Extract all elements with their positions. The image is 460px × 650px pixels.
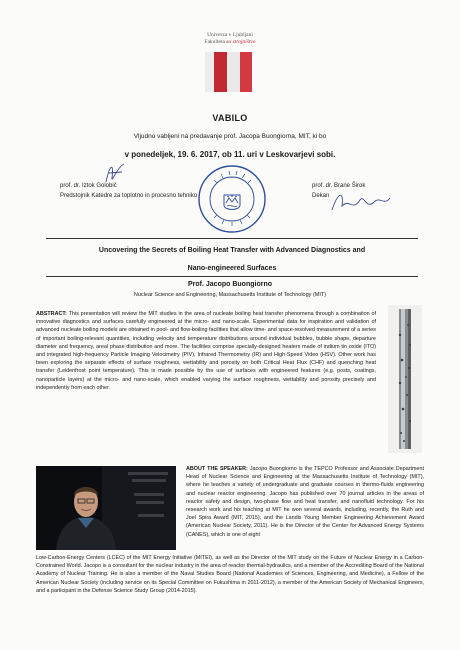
signatory-right-name: prof. dr. Brane Širok <box>312 183 366 189</box>
divider-top <box>46 238 418 239</box>
faculty-name-accent: za strojništvo <box>226 39 256 45</box>
university-logo-text <box>0 32 460 46</box>
about-speaker-continued: Low-Carbon-Energy Centers (LCEC) of the MIT Energy Initiative (MITEI), as well as the Director of the MIT study on the Future of Nuclear Energy in a Carbon-Constrained World. Jacopo is a consultant for the nuclear industry in the area of reactor thermal-hydraulics, and a member of the Accrediting Board of the National Academy of Nuclear Training. He is also a member of the Naval Studies Board (National Academies of Sciences, Engineering, and Medicine), a Fellow of the American Nuclear Society (including service on its Special Committee on Fukushima in 2011-2012), a member of the American Society of Mechanical Engineers, and a participant in the Defense Science Study Group (2014-2015). <box>36 555 424 594</box>
about-speaker-text: Jacopo Buongiorno is the TEPCO Professor and Associate Department Head of Nuclear Science and Engineering at the Massachusetts Institute of Technology (MIT), where he teaches a variety of undergraduate and graduate courses in thermo-fluids engineering and nuclear reactor engineering. Jacopo has published over 70 journal articles in the areas of reactor safety and design, two-phase flow and heat transfer, and nanofluid technology. For his research work and his teaching at MIT he won several awards, including, recently, the Ruth and Joel Spira Award (MIT, 2015), and the Landis Young Member Engineering Achievement Award (American Nuclear Society, 2011). He is the Director of the Center for Advanced Energy Systems (CANES), which is one of eight <box>186 466 424 538</box>
university-name: Univerza v Ljubljani <box>207 32 253 38</box>
abstract-paragraph <box>36 310 376 392</box>
signatory-left-role: Predstojnik Katedre za toplotno in procesno tehniko <box>60 193 198 199</box>
lecture-title-line1: Uncovering the Secrets of Boiling Heat Transfer with Advanced Diagnostics and <box>98 247 366 254</box>
boiling-rod-image <box>388 305 422 453</box>
speaker-affiliation: Nuclear Science and Engineering, Massachusetts Institute of Technology (MIT) <box>133 292 327 298</box>
faculty-name: Fakulteta za strojništvo <box>204 39 256 45</box>
date-line: v ponedeljek, 19. 6. 2017, ob 11. uri v Leskovarjevi sobi. <box>124 150 336 159</box>
signatory-left-name: prof. dr. Iztok Golobič <box>60 183 117 189</box>
lecture-title <box>40 242 424 278</box>
signatory-right-role: Dekan <box>312 193 330 199</box>
abstract-label: ABSTRACT: <box>36 311 67 317</box>
university-stamp-icon <box>196 163 268 235</box>
faculty-logo-icon <box>205 52 252 92</box>
left-signature-icon <box>100 158 130 188</box>
about-speaker-paragraph <box>186 465 424 539</box>
about-speaker-label: ABOUT THE SPEAKER: <box>186 466 248 472</box>
lecture-title-line2: Nano-engineered Surfaces <box>187 265 277 272</box>
speaker-name: Prof. Jacopo Buongiorno <box>188 281 272 288</box>
right-signature-icon <box>330 188 392 216</box>
page-title: VABILO <box>212 113 248 123</box>
invitation-text: Vljudno vabljeni na predavanje prof. Jacopa Buongiorna, MIT, ki bo <box>133 133 327 140</box>
speaker-photo <box>36 466 176 550</box>
abstract-text: This presentation will review the MIT studies in the area of nucleate boiling heat transfer phenomena through a combination of innovative diagnostics and surfaces carefully engineered at the micro- and nano-scale. Experimental data for inspiration and validation of advanced nucleate boiling models are obtained in pool- and flow-boiling facilities that allow time- and space-resolved measurement of a series of important boiling-relevant quantities, including velocity and temperature distributions around individual bubbles, bubble shape, departure diameter and frequency, areal phase distribution and more. The facilities comprise specially-designed heaters made of indium tin oxide (ITO) and integrated high-frequency Particle Imaging Velocimetry (PIV), Infrared Thermometry (IR) and High-Speed Video (HSV). Other work has been exploring the separate effects of surface roughness, wettability and porosity on both Critical Heat Flux (CHF) and quenching heat transfer (Leidenfrost point temperature). This is made possible by the use of surfaces with engineered features (e.g. posts, coatings, nanoparticle layers) at the micro- and nano-scale, which enabled varying the surface roughness, wettability and porosity precisely and independently from each other. <box>36 311 376 391</box>
divider-bottom <box>46 276 418 277</box>
